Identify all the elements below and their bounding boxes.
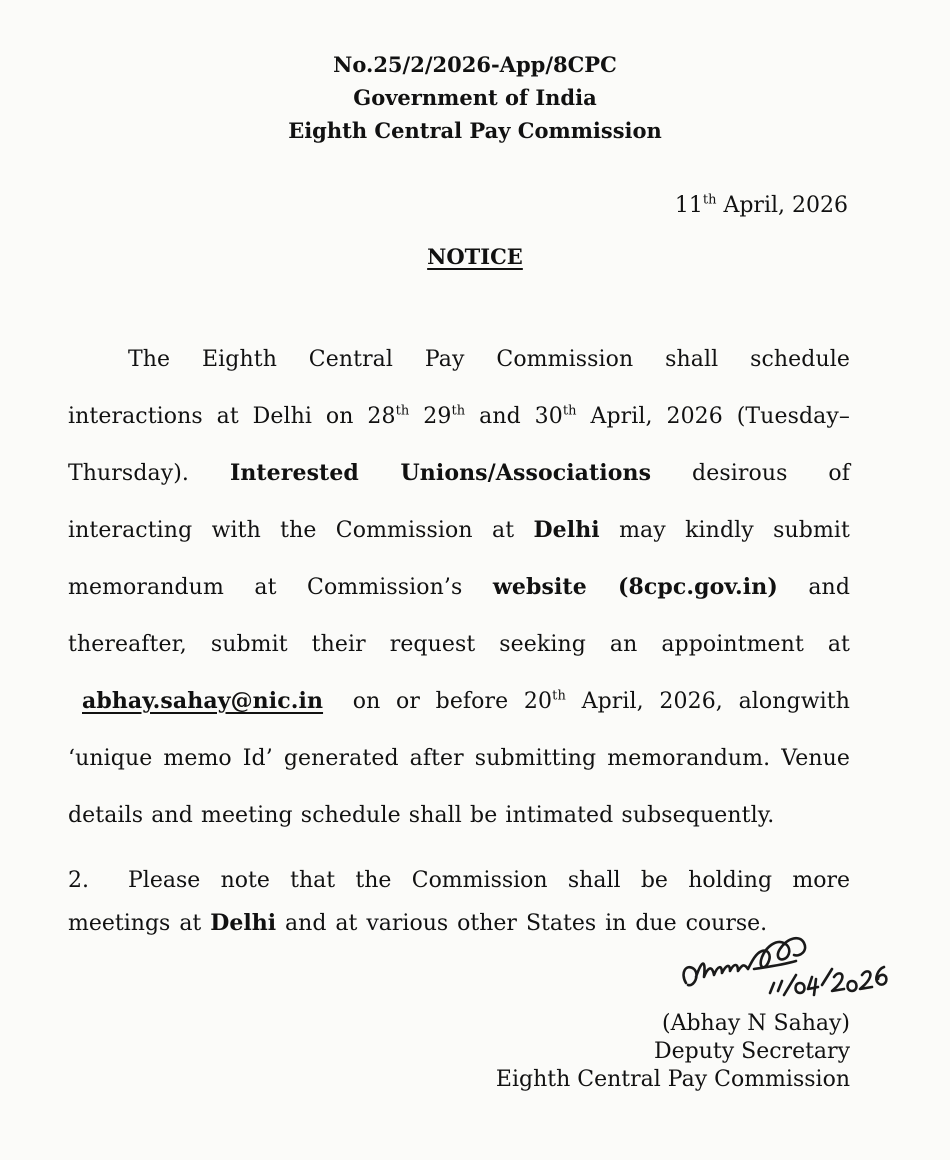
- signatory-designation: Deputy Secretary: [653, 1039, 850, 1064]
- p1-text-1: The Eighth Central Pay Commission shall schedule interactions at Delhi on 28: [68, 347, 850, 429]
- p1-sup-4: th: [552, 688, 566, 704]
- date-month-year: April, 2026: [723, 193, 848, 218]
- paragraph-1: [68, 331, 850, 844]
- p1-bold-website: website (8cpc.gov.in): [492, 574, 778, 600]
- notice-date: [675, 192, 848, 220]
- p1-text-6: may kindly submit memorandum at Commission’s: [68, 518, 850, 600]
- signatory-name: (Abhay N Sahay): [662, 1011, 850, 1036]
- paragraph-number: 2.: [68, 868, 89, 893]
- email-link[interactable]: abhay.sahay@nic.in: [82, 688, 324, 714]
- p1-bold-delhi: Delhi: [533, 517, 600, 543]
- p1-text-7: and thereafter, submit their request seeking an appointment at: [68, 575, 850, 657]
- p1-text-4: April, 2026 (Tuesday–Thursday).: [68, 404, 850, 486]
- signatory-organization: Eighth Central Pay Commission: [495, 1067, 850, 1092]
- commission-name: Eighth Central Pay Commission: [288, 118, 662, 143]
- signatory-block: [496, 1010, 850, 1094]
- p1-text-5: desirous of interacting with the Commission at: [68, 461, 850, 543]
- notice-title: NOTICE: [427, 244, 523, 269]
- p2-bold-delhi: Delhi: [210, 910, 277, 936]
- p1-text-2: 29: [409, 404, 452, 429]
- p2-text-1: Please note that the Commission shall be holding more meetings at: [68, 868, 850, 936]
- date-day-suffix: th: [702, 192, 717, 208]
- government-name: Government of India: [353, 85, 597, 110]
- p1-bold-unions: Interested Unions/Associations: [229, 460, 652, 486]
- p1-sup-3: th: [562, 403, 577, 419]
- p1-text-9: April, 2026, alongwith ‘unique memo Id’ generated after submitting memorandum. Venue details and meeting schedule shall be intimated subsequently.: [68, 689, 850, 828]
- p1-text-3: and 30: [465, 404, 563, 429]
- p1-sup-2: th: [451, 403, 466, 419]
- date-day: 11: [674, 193, 703, 218]
- file-number: No.25/2/2026-App/8CPC: [333, 52, 617, 77]
- p2-text-2: and at various other States in due course.: [276, 911, 768, 936]
- document-header: [0, 48, 950, 147]
- handwritten-signature: [672, 925, 922, 1020]
- p1-text-8: on or before 20: [352, 689, 553, 714]
- p1-sup-1: th: [395, 403, 410, 419]
